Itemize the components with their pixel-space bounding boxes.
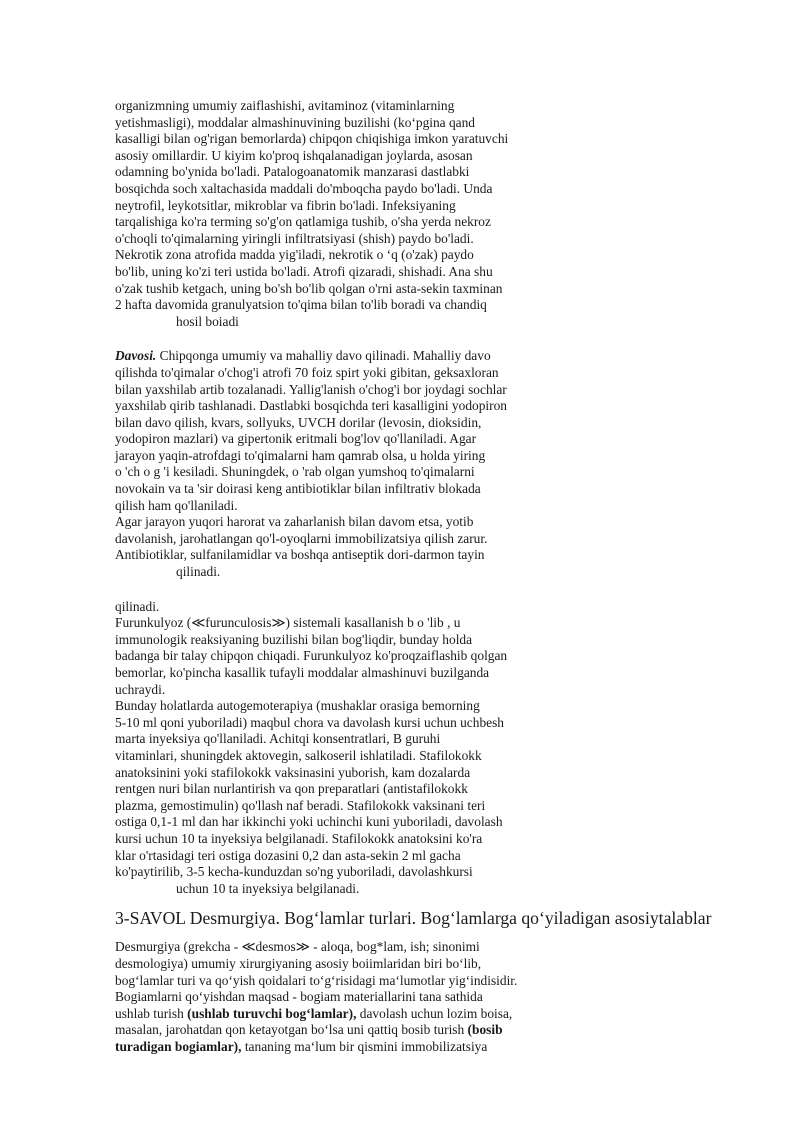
text-line: Furunkulyoz (≪furunculosis≫) sistemali kasallanish b o 'lib , u (115, 615, 461, 631)
paragraph-davosi (115, 348, 715, 580)
text-line: Nekrotik zona atrofida madda yig'iladi, nekrotik o ʻq (o'zak) paydo (115, 247, 474, 263)
text-line: 2 hafta davomida granulyatsion to'qima bilan to'lib boradi va chandiq (115, 297, 487, 313)
text-line-indented: hosil boiadi (176, 313, 239, 329)
text-line: kursi uchun 10 ta inyeksiya belgilanadi. Stafilokokk anatoksini ko'ra (115, 830, 483, 846)
text-line: vitaminlari, shuningdek aktovegin, salkoseril ishlatiladi. Stafilokokk (115, 747, 482, 763)
text-line: organizmning umumiy zaiflashishi, avitaminoz (vitaminlarning (115, 98, 455, 113)
text-line: bogʻlamlar turi va qoʻyish qoidalari toʻgʻrisidagi maʻlumotlar yigʻindisidir. (115, 972, 518, 988)
text-line: qilishda to'qimalar o'chog'i atrofi 70 foiz spirt yoki gibitan, geksaxloran (115, 364, 499, 380)
text-line: Antibiotiklar, sulfanilamidlar va boshqa antiseptik dori-darmon tayin (115, 547, 485, 563)
document-page (115, 98, 715, 1055)
bold-term: turadigan bogiamlar), (115, 1038, 242, 1054)
bold-term: (bosib (467, 1022, 503, 1038)
text-line (115, 1022, 715, 1039)
text-line: tarqalishiga ko'ra terming so'g'on qatlamiga tushib, o'sha yerda nekroz (115, 214, 491, 230)
text-line: klar o'rtasidagi teri ostiga dozasini 0,2 dan asta-sekin 2 ml gacha (115, 847, 461, 863)
text-line: yetishmasligi), moddalar almashinuvining buzilishi (koʻpgina qand (115, 114, 475, 130)
paragraph-gap (115, 581, 715, 599)
text-line: desmologiya) umumiy xirurgiyaning asosiy boiimlaridan biri boʻlib, (115, 955, 482, 971)
text-line: qilinadi. (115, 598, 160, 614)
text-line: davolanish, jarohatlangan qo'l-oyoqlarni immobilizatsiya qilish zarur. (115, 530, 488, 546)
paragraph-chipqon-description (115, 98, 715, 330)
text-line: ko'paytirilib, 3-5 kecha-kunduzdan so'ng yuboriladi, davolashkursi (115, 864, 473, 880)
text-line (115, 348, 715, 365)
text-line: Agar jarayon yuqori harorat va zaharlanish bilan davom etsa, yotib (115, 514, 474, 530)
text-line: yodopiron mazlari) va gipertonik eritmali bog'lov qo'llaniladi. Agar (115, 431, 477, 447)
davosi-label: Davosi. (115, 348, 157, 364)
text-line: bilan yaxshilab artib tozalanadi. Yallig'lanish o'chog'i bor joydagi sochlar (115, 381, 507, 397)
text-line: bosqichda soch xaltachasida maddali do'mboqcha paydo bo'ladi. Unda (115, 180, 493, 196)
text-line: jarayon yaqin-atrofdagi to'qimalarni ham qamrab olsa, u holda yiring (115, 447, 486, 463)
text-line: uchraydi. (115, 681, 166, 697)
text-line: rentgen nuri bilan nurlantirish va qon preparatlari (antistafilokokk (115, 781, 468, 797)
davosi-text: Chipqonga umumiy va mahalliy davo qilinadi. Mahalliy davo (156, 348, 491, 364)
text-run: masalan, jarohatdan qon ketayotgan boʻlsa uni qattiq bosib turish (115, 1022, 468, 1038)
text-run: davolash uchun lozim boisa, (356, 1005, 513, 1021)
text-line (115, 1039, 715, 1056)
paragraph-desmurgiya (115, 939, 715, 1055)
paragraph-furunkulyoz (115, 599, 715, 898)
text-line: qilish ham qo'llaniladi. (115, 497, 238, 513)
paragraph-gap (115, 330, 715, 348)
text-line: anatoksinini yoki stafilokokk vaksinasini yuborish, kam dozalarda (115, 764, 471, 780)
text-line: Bogiamlarni qoʻyishdan maqsad - bogiam materiallarini tana sathida (115, 989, 483, 1005)
section-heading: 3-SAVOL Desmurgiya. Bogʻlamlar turlari. Bogʻlamlarga qoʻyiladigan asosiytalablar (115, 908, 712, 929)
text-line: o'zak tushib ketgach, uning bo'sh bo'lib qolgan o'rni asta-sekin taxminan (115, 280, 503, 296)
text-line: o'choqli to'qimalarning yiringli infiltratsiyasi (shish) paydo bo'ladi. (115, 230, 474, 246)
text-line: neytrofil, leykotsitlar, mikroblar va fibrin bo'ladi. Infeksiyaning (115, 197, 456, 213)
text-line: odamning bo'ynida bo'ladi. Patalogoanatomik manzarasi dastlabki (115, 164, 470, 180)
text-line: bilan davo qilish, kvars, sollyuks, UVCH dorilar (levosin, dioksidin, (115, 414, 482, 430)
text-run: ushlab turish (115, 1005, 188, 1021)
text-line: marta inyeksiya qo'llaniladi. Achitqi konsentratlari, B guruhi (115, 731, 441, 747)
bold-term: (ushlab turuvchi bogʻlamlar), (187, 1005, 357, 1021)
text-line: kasalligi bilan og'rigan bemorlarda) chipqon chiqishiga imkon yaratuvchi (115, 131, 509, 147)
text-line: yaxshilab qirib tashlanadi. Dastlabki bosqichda teri kasalligini yodopiron (115, 398, 507, 414)
text-line: immunologik reaksiyaning buzilishi bilan bog'liqdir, bunday holda (115, 631, 473, 647)
text-line: Bunday holatlarda autogemoterapiya (mushaklar orasiga bemorning (115, 698, 480, 714)
text-line: Desmurgiya (grekcha - ≪desmos≫ - aloqa, bog*lam, ish; sinonimi (115, 939, 480, 955)
text-line: o 'ch o g 'i kesiladi. Shuningdek, o 'rab olgan yumshoq to'qimalarni (115, 464, 475, 480)
text-line: bemorlar, ko'pincha kasallik tufayli moddalar almashinuvi buzilganda (115, 665, 490, 680)
text-line: badanga bir talay chipqon chiqadi. Furunkulyoz ko'proqzaiflashib qolgan (115, 648, 508, 664)
text-line: asosiy omillardir. U kiyim ko'proq ishqalanadigan joylarda, asosan (115, 147, 473, 163)
text-line: plazma, gemostimulin) qo'llash naf beradi. Stafilokokk vaksinani teri (115, 797, 486, 813)
text-line: 5-10 ml qoni yuboriladi) maqbul chora va davolash kursi uchun uchbesh (115, 714, 504, 730)
text-line-indented: qilinadi. (176, 564, 221, 580)
text-line (115, 1006, 715, 1023)
text-line: novokain va ta 'sir doirasi keng antibiotiklar bilan infiltrativ blokada (115, 481, 481, 497)
text-line-indented: uchun 10 ta inyeksiya belgilanadi. (176, 880, 360, 896)
text-line: bo'lib, uning ko'zi teri ustida bo'ladi. Atrofi qizaradi, shishadi. Ana shu (115, 263, 493, 279)
text-line: ostiga 0,1-1 ml dan har ikkinchi yoki uchinchi kuni yuboriladi, davolash (115, 814, 503, 830)
text-run: tananing maʻlum bir qismini immobilizatsiya (241, 1038, 488, 1054)
